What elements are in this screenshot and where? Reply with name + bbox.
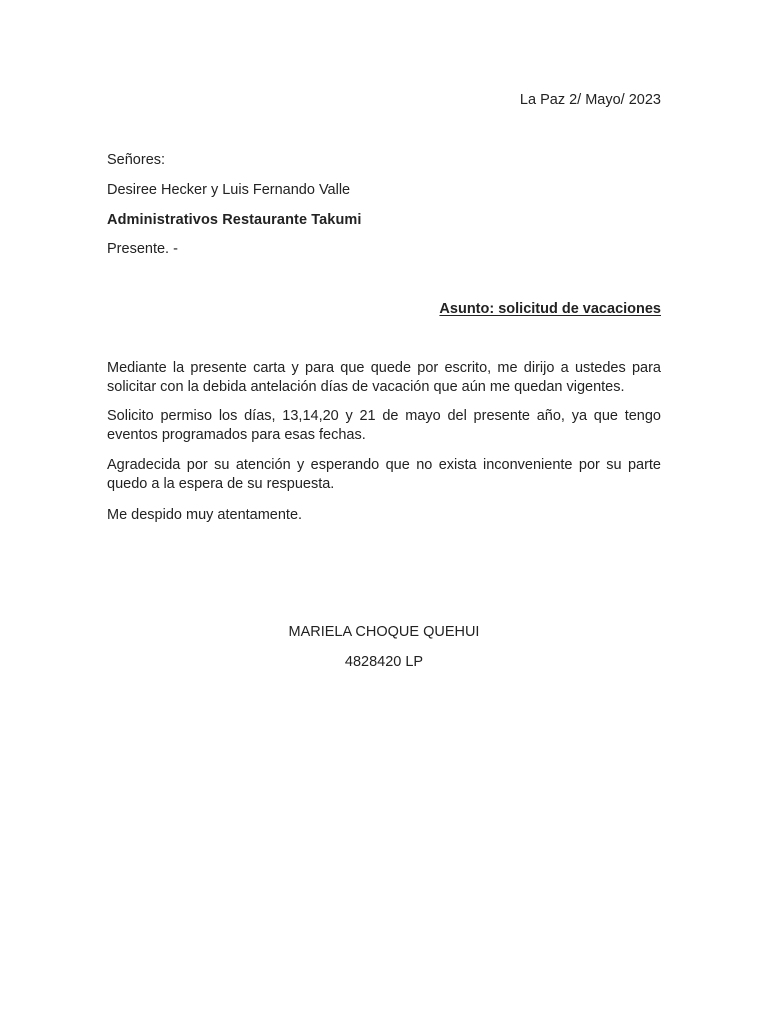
signature-name: MARIELA CHOQUE QUEHUI [288,624,480,640]
body-paragraph: Agradecida por su atención y esperando que no exista inconveniente por su parte quedo a la espera de su respuesta. [107,457,661,492]
recipient-salutation: Señores: [107,152,166,168]
recipient-presente: Presente. - [107,241,178,257]
body-paragraph: Mediante la presente carta y para que quede por escrito, me dirijo a ustedes para solicitar con la debida antelación días de vacación que aún me quedan vigentes. [107,360,661,395]
recipient-names: Desiree Hecker y Luis Fernando Valle [107,182,351,198]
recipient-organization: Administrativos Restaurante Takumi [107,212,362,228]
closing-paragraph: Me despido muy atentamente. [107,507,303,523]
letter-subject: Asunto: solicitud de vacaciones [439,301,661,317]
letter-date: La Paz 2/ Mayo/ 2023 [519,92,661,108]
body-paragraph: Solicito permiso los días, 13,14,20 y 21 de mayo del presente año, ya que tengo eventos programados para esas fechas. [107,408,661,443]
signature-id: 4828420 LP [344,654,424,670]
